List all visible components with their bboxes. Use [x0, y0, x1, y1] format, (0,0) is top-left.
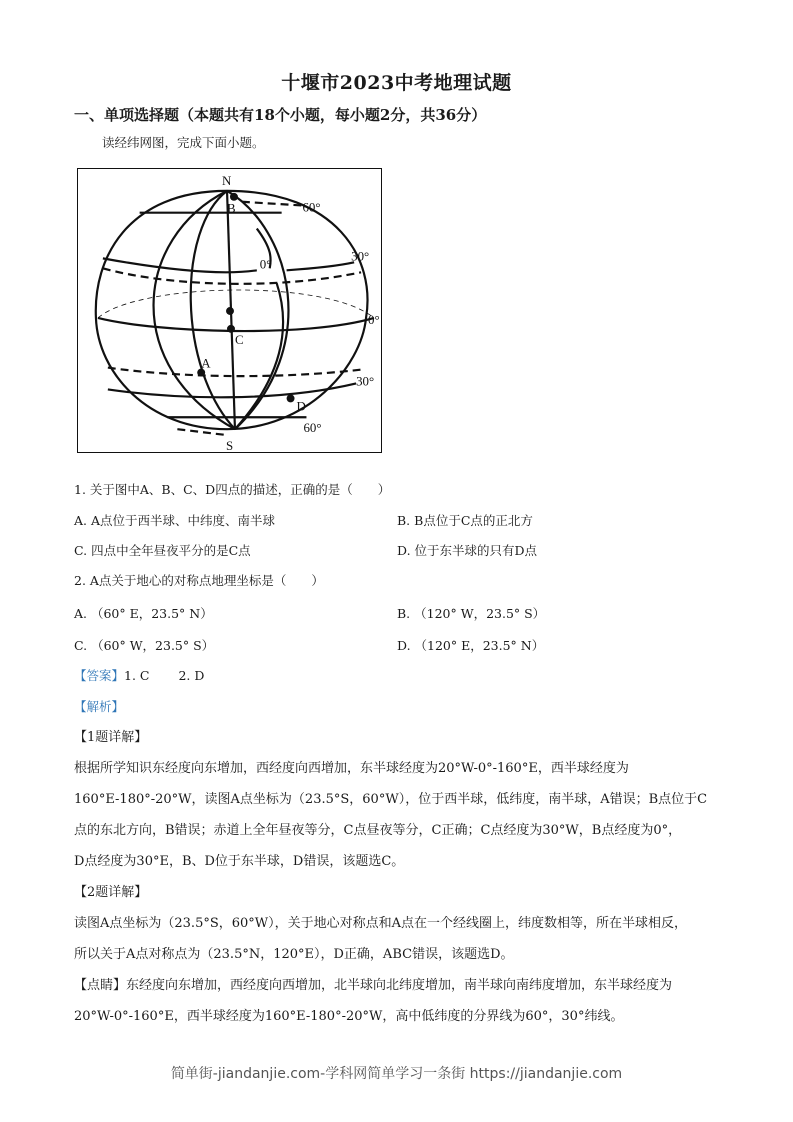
detail-2-label: 【2题详解】 [74, 885, 148, 900]
svg-text:30°: 30° [351, 249, 370, 264]
intro-text: 读经纬网图，完成下面小题。 [102, 135, 265, 150]
svg-text:D: D [296, 399, 306, 414]
svg-text:C: C [234, 332, 244, 347]
svg-text:N: N [222, 173, 232, 188]
equator [98, 318, 374, 331]
svg-text:60°: 60° [303, 421, 322, 436]
tip-label: 【点睛】 [74, 978, 127, 993]
detail-1: 【1题详解】 根据所学知识东经度向东增加，西经度向西增加，东半球经度为20°W-0°-160°E，西半球经度为 160°E-180°-20°W，读图A点坐标为（23.5°S，60°W），位于西半球，低纬度，南半球，A错误；B点位于C 点的东北方向，B错误；赤道上全年昼夜等分，C点昼夜等分，C正确；C点经度为30°W，B点经度为0°， D点经度为30°E，B、D位于东半球，D错误，该题选C。 [74, 722, 724, 877]
q1-option-b: B. B点位于C点的正北方 [397, 513, 533, 528]
svg-text:0°: 0° [368, 312, 380, 327]
section-heading: 一、单项选择题（本题共有18个小题，每小题2分，共36分） [74, 106, 487, 124]
answer-line [74, 666, 204, 684]
q2-option-c: C. （60° W，23.5° S） [74, 638, 215, 653]
svg-text:60°: 60° [302, 200, 321, 215]
detail-1-label: 【1题详解】 [74, 730, 148, 745]
q2-option-d: D. （120° E，23.5° N） [397, 638, 545, 653]
question-2-stem: 2. A点关于地心的对称点地理坐标是（ ） [74, 573, 324, 588]
svg-text:0°: 0° [259, 257, 272, 272]
svg-text:30°: 30° [356, 374, 375, 389]
q1-option-d: D. 位于东半球的只有D点 [397, 543, 538, 558]
graticule-figure [77, 168, 382, 453]
answer-value: 1. C 2. D [124, 668, 205, 683]
q2-option-a: A. （60° E，23.5° N） [74, 606, 213, 621]
globe-diagram [78, 169, 381, 452]
svg-text:B: B [227, 201, 236, 216]
answer-label: 【答案】 [74, 668, 125, 683]
q1-option-a: A. A点位于西半球、中纬度、南半球 [74, 513, 276, 528]
analysis-label: 【解析】 [74, 699, 125, 714]
footer-watermark: 简单街-jiandanjie.com-学科网简单学习一条街 https://jiandanjie.com [170, 1066, 623, 1082]
page-title: 十堰市2023中考地理试题 [281, 72, 512, 94]
q2-option-b: B. （120° W，23.5° S） [397, 606, 546, 621]
q1-option-c: C. 四点中全年昼夜平分的是C点 [74, 543, 251, 558]
question-1-stem: 1. 关于图中A、B、C、D四点的描述，正确的是（ ） [74, 482, 391, 497]
svg-text:S: S [226, 439, 234, 452]
lat-30s [108, 383, 356, 397]
detail-2: 【2题详解】 读图A点坐标为（23.5°S，60°W），关于地心对称点和A点在一个经线圈上，纬度数相等，所在半球相反， 所以关于A点对称点为（23.5°N，120°E），D正确，ABC错误，该题选D。 【点睛】东经度向东增加，西经度向西增加，北半球向北纬度增加，南半球向南纬度增加，东半球经度为 20°W-0°-160°E，西半球经度为160°E-180°-20°W，高中低纬度的分界线为60°，30°纬线。 [74, 877, 724, 1032]
svg-text:A: A [201, 356, 211, 371]
